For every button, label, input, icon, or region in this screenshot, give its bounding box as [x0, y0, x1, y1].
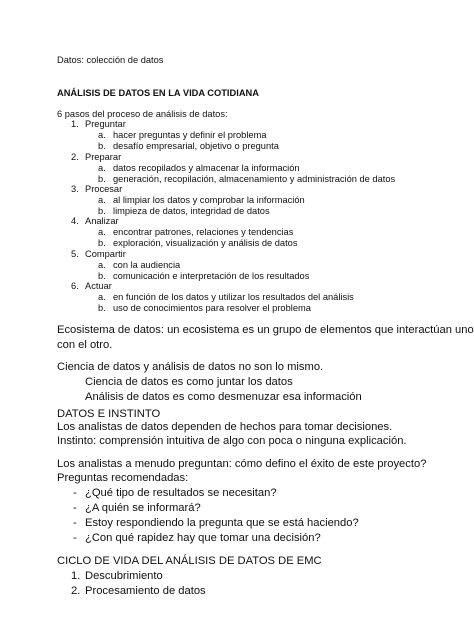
steps-intro: 6 pasos del proceso de análisis de datos:: [57, 109, 228, 119]
substep-letter: a.: [98, 260, 106, 270]
substep-text: desafío empresarial, objetivo o pregunta: [113, 141, 279, 151]
step-label: Preguntar: [85, 119, 126, 129]
step-label: Analizar: [85, 216, 119, 226]
questions-text: Preguntas recomendadas:: [57, 472, 189, 484]
substep-text: hacer preguntas y definir el problema: [113, 130, 267, 140]
science-text: Ciencia de datos y análisis de datos no son lo mismo.: [57, 361, 324, 373]
doc-header: Datos: colección de datos: [57, 55, 164, 65]
section-heading: DATOS E INSTINTO: [57, 408, 161, 420]
step-number: 4.: [71, 216, 79, 226]
ecosystem-text: Ecosistema de datos: un ecosistema es un grupo de elementos que interactúan uno: [57, 324, 474, 336]
substep-letter: a.: [98, 130, 106, 140]
substep-letter: a.: [98, 292, 106, 302]
substep-letter: b.: [98, 206, 106, 216]
substep-letter: b.: [98, 271, 106, 281]
substep-letter: b.: [98, 303, 106, 313]
bullet-dash: -: [73, 502, 77, 514]
question-item: ¿Qué tipo de resultados se necesitan?: [85, 487, 277, 499]
step-number: 3.: [71, 184, 79, 194]
questions-text: Los analistas a menudo preguntan: cómo defino el éxito de este proyecto?: [57, 458, 427, 470]
section-heading: CICLO DE VIDA DEL ANÁLISIS DE DATOS DE EMC: [57, 555, 322, 567]
instinct-text: Los analistas de datos dependen de hechos para tomar decisiones.: [57, 421, 393, 433]
bullet-dash: -: [73, 517, 77, 529]
cycle-number: 1.: [71, 570, 81, 582]
cycle-number: 2.: [71, 585, 81, 597]
substep-text: al limpiar los datos y comprobar la información: [113, 195, 305, 205]
substep-text: en función de los datos y utilizar los resultados del análisis: [113, 292, 354, 302]
step-label: Procesar: [85, 184, 123, 194]
substep-text: uso de conocimientos para resolver el problema: [113, 303, 311, 313]
science-text: Análisis de datos es como desmenuzar esa información: [85, 391, 362, 403]
substep-letter: b.: [98, 141, 106, 151]
substep-letter: b.: [98, 238, 106, 248]
substep-letter: a.: [98, 227, 106, 237]
step-number: 1.: [71, 119, 79, 129]
step-label: Compartir: [85, 249, 126, 259]
instinct-text: Instinto: comprensión intuitiva de algo con poca o ninguna explicación.: [57, 435, 407, 447]
substep-text: comunicación e interpretación de los resultados: [113, 271, 310, 281]
substep-letter: a.: [98, 163, 106, 173]
question-item: ¿A quién se informará?: [85, 502, 201, 514]
substep-text: generación, recopilación, almacenamiento y administración de datos: [113, 174, 396, 184]
substep-text: limpieza de datos, integridad de datos: [113, 206, 270, 216]
step-label: Actuar: [85, 281, 112, 291]
step-number: 2.: [71, 152, 79, 162]
cycle-item: Procesamiento de datos: [85, 585, 206, 597]
cycle-item: Descubrimiento: [85, 570, 163, 582]
step-label: Preparar: [85, 152, 122, 162]
substep-text: con la audiencia: [113, 260, 181, 270]
substep-letter: a.: [98, 195, 106, 205]
substep-letter: b.: [98, 174, 106, 184]
doc-title: ANÁLISIS DE DATOS EN LA VIDA COTIDIANA: [57, 88, 259, 98]
question-item: ¿Con qué rapidez hay que tomar una decisión?: [85, 532, 321, 544]
question-item: Estoy respondiendo la pregunta que se está haciendo?: [85, 517, 359, 529]
substep-text: datos recopilados y almacenar la información: [113, 163, 300, 173]
bullet-dash: -: [73, 532, 77, 544]
bullet-dash: -: [73, 487, 77, 499]
step-number: 5.: [71, 249, 79, 259]
ecosystem-text: con el otro.: [57, 339, 113, 351]
substep-text: exploración, visualización y análisis de datos: [113, 238, 298, 248]
substep-text: encontrar patrones, relaciones y tendencias: [113, 227, 294, 237]
step-number: 6.: [71, 281, 79, 291]
science-text: Ciencia de datos es como juntar los datos: [85, 376, 293, 388]
